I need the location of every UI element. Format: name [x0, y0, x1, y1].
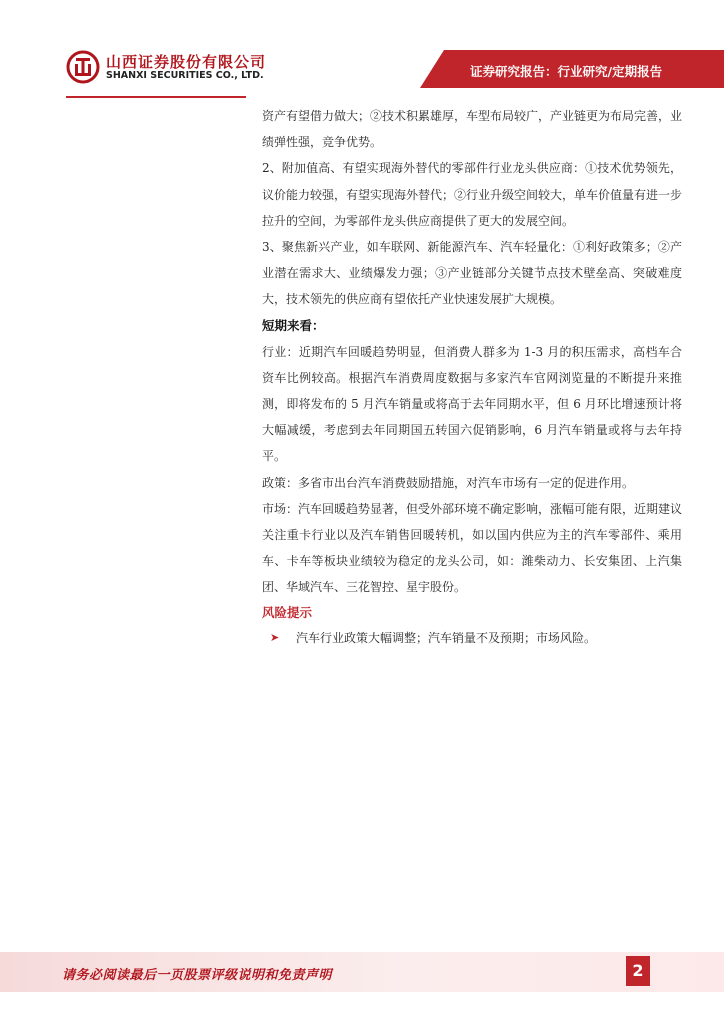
footer-disclaimer: 请务必阅读最后一页股票评级说明和免责声明: [62, 968, 333, 983]
report-type-title: 证券研究报告：行业研究/定期报告: [470, 64, 663, 79]
paragraph: 3、聚焦新兴产业，如车联网、新能源汽车、汽车轻量化：①利好政策多；②产业潜在需求大、业绩爆发力强；③产业链部分关键节点技术壁垒高、突破难度大，技术领先的供应商有望依托产业快速发展扩大规模。: [262, 240, 682, 307]
company-logo: [66, 50, 286, 90]
page-number: 2: [626, 956, 650, 986]
paragraph: 资产有望借力做大；②技术积累雄厚，车型布局较广，产业链更为布局完善，业绩弹性强，竞争优势。: [262, 109, 683, 150]
paragraph: 2、附加值高、有望实现海外替代的零部件行业龙头供应商：①技术优势领先，议价能力较强，有望实现海外替代；②行业升级空间较大，单车价值量有进一步拉升的空间，为零部件龙头供应商提供了更大的发展空间。: [262, 161, 683, 228]
risk-item-text: 汽车行业政策大幅调整；汽车销量不及预期；市场风险。: [296, 630, 597, 645]
shanxi-securities-logo-icon: [66, 50, 100, 84]
risk-list-item: [262, 625, 682, 651]
section-heading-risk: 风险提示: [262, 604, 313, 620]
logo-chinese-name: 山西证券股份有限公司: [106, 53, 267, 71]
section-heading-short-term: 短期来看：: [262, 317, 325, 333]
header-divider: [66, 96, 246, 98]
report-body: [262, 103, 682, 651]
logo-english-name: SHANXI SECURITIES CO., LTD.: [106, 70, 264, 81]
paragraph-policy: 政策：多省市出台汽车消费鼓励措施，对汽车市场有一定的促进作用。: [262, 475, 635, 490]
paragraph-market: 市场：汽车回暖趋势显著，但受外部环境不确定影响，涨幅可能有限，近期建议关注重卡行业以及汽车销售回暖转机，如以国内供应为主的汽车零部件、乘用车、卡车等板块业绩较为稳定的龙头公司，如：潍柴动力、长安集团、上汽集团、华域汽车、三花智控、星宇股份。: [262, 501, 683, 595]
arrow-bullet-icon: ➤: [270, 630, 280, 644]
paragraph-industry: 行业：近期汽车回暖趋势明显，但消费人群多为 1-3 月的积压需求，高档车合资车比例较高。根据汽车消费周度数据与多家汽车官网浏览量的不断提升来推测，即将发布的 5 月汽车销量或将高于去年同期水平，但 6 月环比增速预计将大幅减缓，考虑到去年同期国五转国六促销影响，6 月汽车销量或将与去年持平。: [262, 344, 682, 464]
